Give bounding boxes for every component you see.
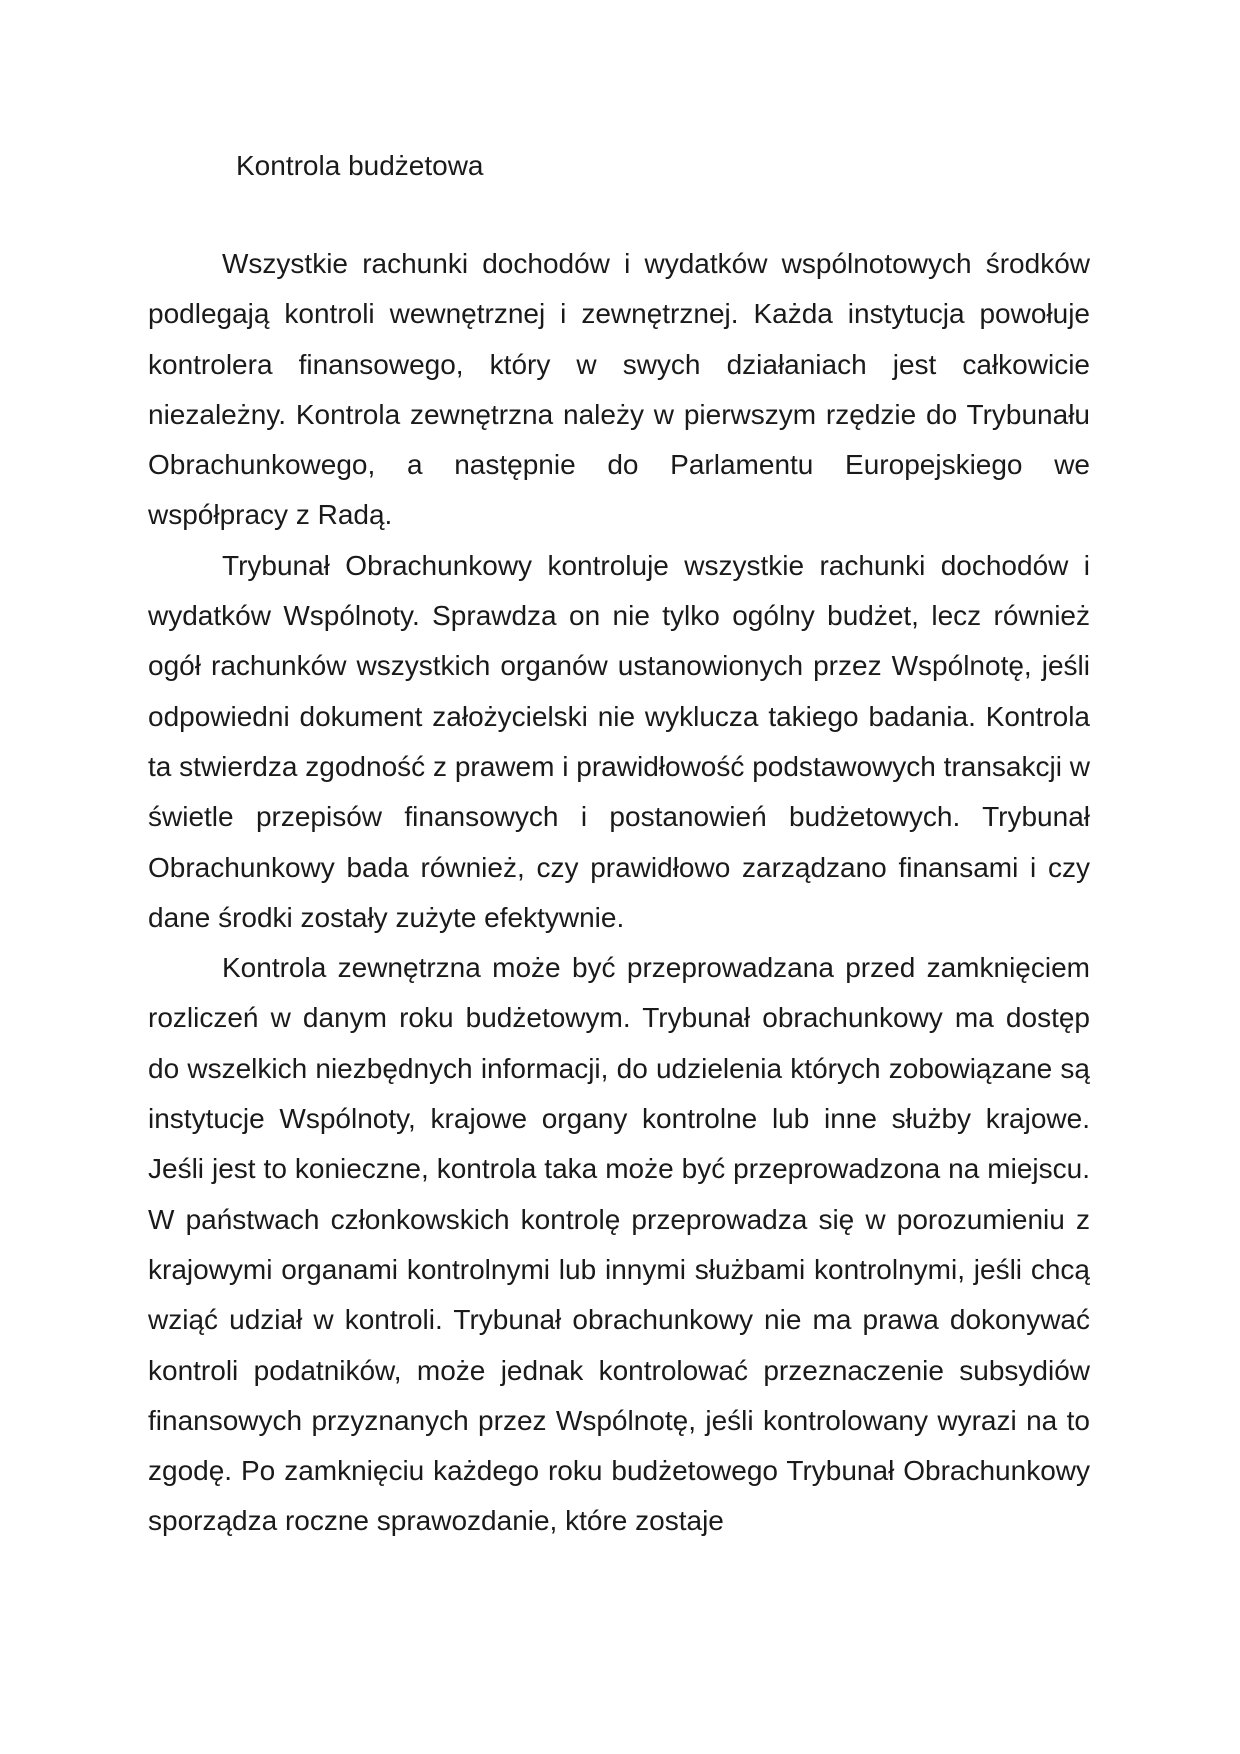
document-body xyxy=(148,239,1090,1547)
paragraph: Kontrola zewnętrzna może być przeprowadzana przed zamknięciem rozliczeń w danym roku budżetowym. Trybunał obrachunkowy ma dostęp do wszelkich niezbędnych informacji, do udzielenia których zobowiązane są instytucje Wspólnoty, krajowe organy kontrolne lub inne służby krajowe. Jeśli jest to konieczne, kontrola taka może być przeprowadzona na miejscu. W państwach członkowskich kontrolę przeprowadza się w porozumieniu z krajowymi organami kontrolnymi lub innymi służbami kontrolnymi, jeśli chcą wziąć udział w kontroli. Trybunał obrachunkowy nie ma prawa dokonywać kontroli podatników, może jednak kontrolować przeznaczenie subsydiów finansowych przyznanych przez Wspólnotę, jeśli kontrolowany wyrazi na to zgodę. Po zamknięciu każdego roku budżetowego Trybunał Obrachunkowy sporządza roczne sprawozdanie, które zostaje xyxy=(148,952,1090,1537)
paragraph: Wszystkie rachunki dochodów i wydatków wspólnotowych środków podlegają kontroli wewnętrznej i zewnętrznej. Każda instytucja powołuje kontrolera finansowego, który w swych działaniach jest całkowicie niezależny. Kontrola zewnętrzna należy w pierwszym rzędzie do Trybunału Obrachunkowego, a następnie do Parlamentu Europejskiego we współpracy z Radą. xyxy=(148,248,1090,531)
document-title: Kontrola budżetowa xyxy=(236,150,484,181)
paragraph: Trybunał Obrachunkowy kontroluje wszystkie rachunki dochodów i wydatków Wspólnoty. Sprawdza on nie tylko ogólny budżet, lecz również ogół rachunków wszystkich organów ustanowionych przez Wspólnotę, jeśli odpowiedni dokument założycielski nie wyklucza takiego badania. Kontrola ta stwierdza zgodność z prawem i prawidłowość podstawowych transakcji w świetle przepisów finansowych i postanowień budżetowych. Trybunał Obrachunkowy bada również, czy prawidłowo zarządzano finansami i czy dane środki zostały zużyte efektywnie. xyxy=(148,549,1090,933)
